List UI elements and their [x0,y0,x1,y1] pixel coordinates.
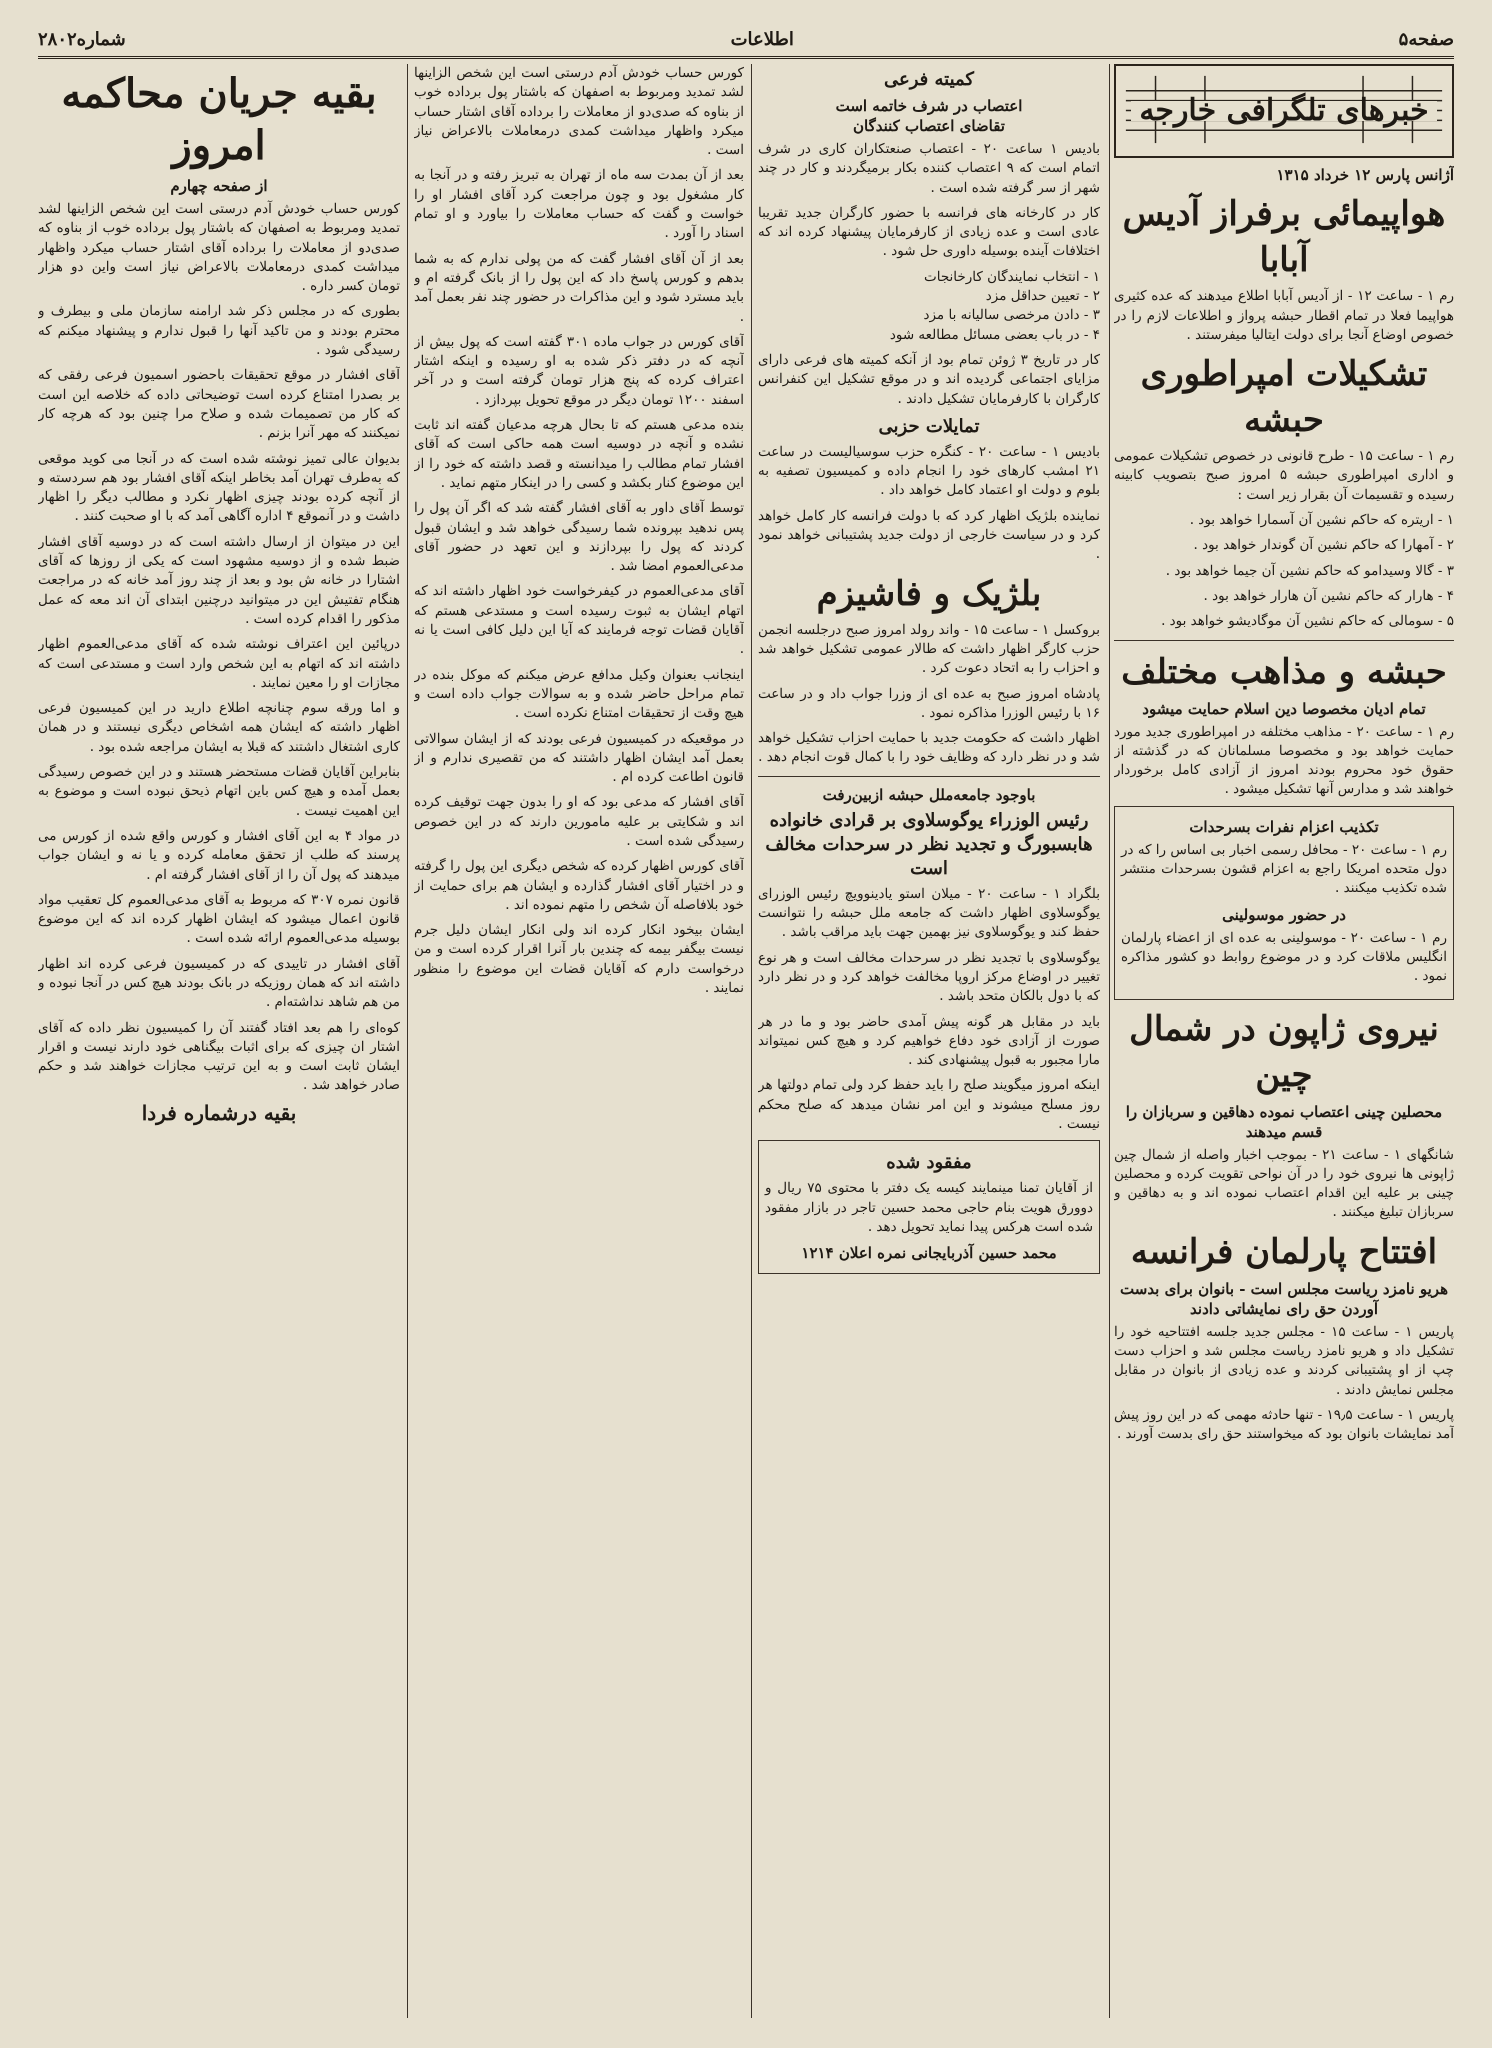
article-text: آقای افشار که مدعی بود که او را بدون جهت توقیف کرده اند و شکایتی بر علیه مامورین دارند که در این خصوص رسیدگی شده است . [414,794,744,849]
article-text: پاریس ۱ - ساعت ۱۵ - مجلس جدید جلسه افتتاحیه خود را تشکیل داد و هریو نامزد ریاست مجلس شد و احزاب دست چپ از او پشتیبانی کردند و عده زیادی از بانوان در مقابل مجلس نمایش دادند . [1114,1323,1454,1398]
box-headline: تکذیب اعزام نفرات بسرحدات [1189,817,1379,836]
headline: هواپیمائی برفراز آدیس آبابا [1122,194,1446,281]
article-text: بنده مدعی هستم که تا بحال هرچه مدعیان گفته اند ثابت نشده و آنچه در دوسیه است همه حاکی است که آقای افشار تمام مطالب را میدانسته و قصد داشته که خود را از این موضوع کنار بکشد و کسی را در اینکار متهم نماید . [414,417,744,491]
article-text: کوه‌ای را هم بعد افتاد گفتند آن را کمیسیون نظر داده که آقای اشتار ان چیزی که برای اثبات بیگناهی خود دارند نیست و اقرار ایشان ثابت است و به این ترتیب مجازات خواهند شد و حکم صادر خواهد شد . [38,1019,400,1094]
headline: حبشه و مذاهب مختلف [1121,651,1447,692]
headline: رئیس الوزراء یوگوسلاوی بر قرادی خانواده هابسبورگ و تجدید نظر در سرحدات مخالف است [765,809,1093,879]
article-text: اظهار داشت که حکومت جدید با حمایت احزاب تشکیل خواهد شد و در نظر دارد که وظایف خود را با کمال قوت انجام دهد . [758,730,1100,766]
article-text: و اما ورقه سوم چنانچه اطلاع دارید در این کمیسیون فرعی اظهار داشته که ایشان همه اشخاص دیگری نیستند و در همان کاری اشتغال داشتند که قبلا به ایشان مراجعه شده بود . [38,700,400,755]
article-text: آقای کورس اظهار کرده که شخص دیگری این پول را گرفته و در اختیار آقای افشار گذارده و ایشان هم برای حمایت از خود بلافاصله آن شخص را متهم نموده اند . [414,858,744,913]
divider [1114,640,1454,641]
list-item: ۵ - سومالی که حاکم نشین آن موگادیشو خواهد بود . [1161,613,1454,630]
article-text: آقای کورس در جواب ماده ۳۰۱ گفته است که پول بیش از آنچه که در دفتر ذکر شده به او رسیده و اینکه اشتار اعتراف کرده که پنج هزار تومان گرفته است و در آخر اسفند ۱۲۰۰ تومان دیگر در موقع تحویل بپردازد . [414,333,744,408]
article-text: توسط آقای داور به آقای افشار گفته شد که اگر آن پول را پس ندهید بپرونده شما رسیدگی خواهد شد و ایشان قبول کردند که پول را بپردازند و این تعهد در حضور آقای مدعی‌العموم امضا شد . [414,500,744,575]
article-text: در موقعیکه در کمیسیون فرعی بودند که از ایشان سوالاتی بعمل آمد ایشان اظهار داشتند که من تقصیری ندارم و از قانون اطاعت کرده ام . [414,730,744,786]
column-news [1114,64,1454,2018]
article-text: بادیس ۱ - ساعت ۲۰ - کنگره حزب سوسیالیست در ساعت ۲۱ امشب کارهای خود را انجام داده و کمیسیون تصفیه به بلوم و دولت او اعتماد کامل خواهد داد . [758,443,1100,499]
list-item: ۳ - گالا وسیدامو که حاکم نشین آن جیما خواهد بود . [1165,562,1454,579]
article-text: رم ۱ - ساعت ۱۲ - از آدیس آبابا اطلاع میدهند که عده کثیری هواپیما فعلا در تمام اقطار حبشه پرواز و اطلاعات لازم را در خصوص اوضاع آنجا برای دولت ایتالیا میفرستند . [1114,288,1454,343]
article-text: کار در کارخانه های فرانسه با حضور کارگران جدید تقریبا عادی است و عده زیادی از کارفرمایان پیشنهاد کرده اند که اختلافات آینده بوسیله داوری حل شود . [758,204,1100,260]
column-committee [758,64,1100,2018]
article-text: رم ۱ - ساعت ۲۰ - مذاهب مختلفه در امپراطوری جدید مورد حمایت خواهد بود و مخصوصا مسلمانان که در گذشته از حقوق خود محروم بودند امروز از آزادی کامل برخوردار خواهند شد و مدارس آنها تشکیل میشود . [1114,723,1454,798]
article-text: بنابراین آقایان قضات مستحضر هستند و در این خصوص رسیدگی بعمل آمده و هیچ کس باین اتهام ذیحق نبوده است و موضوع به این اهمیت نیست . [38,764,400,819]
continued-notice: بقیه درشماره فردا [141,1100,297,1125]
article-text: پادشاه امروز صبح به عده ای از وزرا جواب داد و در ساعت ۱۶ با رئیس الوزرا مذاکره نمود . [758,685,1100,721]
article-text: اینکه امروز میگویند صلح را باید حفظ کرد ولی تمام دولتها هر روز مسلح میشوند و این امر نشان میدهد که صلح محکم نیست . [758,1077,1100,1132]
section-logo [1114,64,1454,158]
article-text: رم ۱ - ساعت ۲۰ - محافل رسمی اخبار بی اساس را که در دول متحده امریکا راجع به اعزام قشون بسرحدات منتشر شده تکذیب میکنند . [1121,841,1447,897]
headline: نیروی ژاپون در شمال چین [1129,1008,1439,1095]
column-rule [407,64,408,2018]
article-text: بعد از آن بمدت سه ماه از تهران به تبریز رفته و در آنجا به کار مشغول بود و چون مراجعت کرد آقای افشار او را خواست و گفت که حساب معاملات را بیاورد و او تمام اسناد را آورد . [414,167,744,242]
divider [758,776,1100,777]
headline: بقیه جریان محاکمه امروز [61,70,377,169]
article-text: آقای افشار در تاییدی که در کمیسیون فرعی کرده اند اظهار داشته اند که همان روزیکه در بانک بودند هیچ کس در آنجا نبوده و من هم شاهد نداشته‌ام . [38,955,400,1011]
headline: تشکیلات امپراطوری حبشه [1140,354,1428,441]
headline: افتتاح پارلمان فرانسه [1130,1231,1438,1272]
subheadline: از صفحه چهارم [170,177,268,195]
article-text: شانگهای ۱ - ساعت ۲۱ - بموجب اخبار واصله از شمال چین ژاپونی ها نیروی خود را در آن نواحی تقویت کرده و محصلین چینی بر علیه این اقدام اعتصاب نموده اند و به دهاقین و سربازان تبلیغ میکنند . [1114,1146,1454,1221]
article-text: باید در مقابل هر گونه پیش آمدی حاضر بود و ما در هر صورت از آزادی خود دفاع خواهیم کرد و هیچ کس نمیتواند مارا مجبور به قبول پیشنهادی کند . [758,1013,1100,1069]
article-list: ۱ - انتخاب نمایندگان کارخانجات ۲ - تعیین حداقل مزد ۳ - دادن مرخصی سالیانه با مزد ۴ - در باب بعضی مسائل مطالعه شود [889,268,1100,343]
article-text: یوگوسلاوی با تجدید نظر در سرحدات مخالف است و هر نوع تغییر در اوضاع مرکز اروپا مخالفت خواهد کرد و در نظر دارد که با دول بالکان متحد باشد . [758,949,1100,1005]
article-text: قانون نمره ۳۰۷ که مربوط به آقای مدعی‌العموم کل تعقیب مواد قانون اعمال میشود که ایشان اظهار کرده اند که این موضوع بوسیله مدعی‌العموم ارائه شده است . [38,891,400,947]
article-text: در مواد ۴ به این آقای افشار و کورس واقع شده از کورس می پرسند که طلب از تحقق معامله کرده و یا نه و ایشان جواب میدهند که پول آن را از آقای افشار گرفته ام . [38,827,400,883]
article-text: رم ۱ - ساعت ۱۵ - طرح قانونی در خصوص تشکیلات عمومی و اداری امپراطوری حبشه ۵ امروز صبح بتصویب کابینه رسیده و تقسیمات آن بقرار زیر است : [1114,448,1454,503]
subheadline: محصلین چینی اعتصاب نموده‌ دهاقین و سربازان را قسم میدهند [1125,1102,1443,1141]
column-rule [1109,64,1110,2018]
column-trial-continued [414,64,744,2018]
headline: بلژیک و فاشیزم [816,573,1042,614]
article-text: بروکسل ۱ - ساعت ۱۵ - واند رولد امروز صبح درجلسه انجمن حزب کارگر اظهار داشت که طالار عمومی تشکیل خواهد شد و احزاب را به اتحاد دعوت کرد . [758,621,1100,677]
subheadline: تمام ادیان مخصوصا دین اسلام حمایت میشود [1142,699,1426,718]
subheadline: اعتصاب در شرف خاتمه است تقاضای اعتصاب کنندگان [835,97,1023,135]
article-text: بادیس ۱ ساعت ۲۰ - اعتصاب صنعتکاران کاری در شرف اتمام است که ۹ اعتصاب کننده بکار برمیگردند و کار در چند شهر از سر گرفته شده است . [758,141,1100,196]
column-trial [38,64,400,2018]
article-text: آقای مدعی‌العموم در کیفرخواست خود اظهار داشته اند که اتهام ایشان به ثبوت رسیده است و مستدعی هستم که آقایان قضات توجه فرمایند که آیا این دلیل کافی است یا نه . [414,583,744,658]
notice-title: مفقود شده [886,1152,972,1174]
article-text: پاریس ۱ - ساعت ۱۹٫۵ - تنها حادثه مهمی که در این روز پیش آمد نمایشات بانوان بود که میخواستند حق رای بدست آورند . [1114,1406,1454,1443]
notice-signature: محمد حسین آذربایجانی نمره اعلان ۱۲۱۴ [801,1244,1057,1263]
list-item: ۲ - آمهارا که حاکم نشین آن گوندار خواهد بود . [1193,537,1454,554]
article-text: کورس حساب خودش آدم درستی است این شخص الزاینها لشد تمدید ومربوط به اصفهان که باشتار پول برداده خوب از بناوه که صدی‌دو از معاملات را برداده آقای اشتار حساب میکرد واظهار میداشت کمدی درمعاملات بالاعراض نیاز است . [414,65,744,159]
column-rule [751,64,752,2018]
list-item: ۱ - اریتره که حاکم نشین آن آسمارا خواهد بود . [1189,512,1454,529]
list-item: ۴ - هارار که حاکم نشین آن هارار خواهد بود . [1203,587,1454,604]
paper-name: اطلاعات [730,28,794,50]
subheadline: باوجود جامعه‌ملل حبشه ازبین‌رفت [822,785,1036,804]
subheadline: هریو نامزد ریاست مجلس است - بانوان برای بدست آوردن حق رای نمایشاتی دادند [1120,1279,1448,1318]
article-text: ایشان بیخود انکار کرده اند ولی انکار ایشان دلیل جرم نیست بیگفر بیمه که چندین بار آنرا اقرار کرده است و من درخواست دارم که آقایان قضات این موضوع را منظور نمایند . [414,922,744,997]
news-box [1114,806,1454,1000]
notice-text: از آقایان تمنا مینمایند کیسه یک دفتر با محتوی ۷۵ ریال و دوورق هویت بنام حاجی محمد حسین تاجر در بازار مفقود شده است هرکس پیدا نماید تحویل دهد . [765,1180,1093,1235]
article-text: کار در تاریخ ۳ ژوئن تمام بود از آنکه کمیته های فرعی دارای مزایای اجتماعی گردیده اند و در موقع تشکیل این کنفرانس کارگران با کارفرمایان تشکیل دادند . [758,351,1100,407]
page-number: صفحه۵ [1398,28,1454,50]
notice-box [758,1140,1100,1274]
running-header [38,22,1454,59]
article-text: آقای افشار در موقع تحقیقات باحضور اسمیون فرعی رفقی که بر بصدرا امتناع کرده است توضیحاتی داده که خلاصه این است که کار من تصمیمات شده و صلاح مرا چنین بود که هرچه کار نمیکنند که مهر آنرا بزنم . [38,367,400,442]
dateline: آژانس پارس ۱۲ خرداد ۱۳۱۵ [1276,166,1454,184]
article-text: بدیوان عالی تمیز نوشته شده است که در آنجا می کوید موقعی که به‌طرف تهران آمد بخاطر اینکه آقای افشار بود هم سردسته و از آنچه کرده بودند چیزی اظهار نکرد و مطالب دیگر را اظهار داشت و در آنموقع ۴ اداره آگاهی آمد که با او صحبت کنند . [38,450,400,525]
article-text: این در میتوان از ارسال داشته است که در دوسیه آقای افشار ضبط شده و از دوسیه مشهود است که یکی از روزها که آقای اشتارا در خانه ش بود و بعد از چند روز آمد خانه که در مراجعت هنگام تفتیش این در میتوانید درچنین ابتدای آن اند معه که عمل مذکور را اقدام کرده است . [38,533,400,627]
article-text: اینجانب بعنوان وکیل مدافع عرض میکنم که موکل بنده در تمام مراحل حاضر شده و به سوالات جواب داده است و هیچ وقت از تحقیقات امتناع نکرده است . [414,666,744,722]
section-title: کمیته فرعی [883,69,975,90]
article-text: درپائین این اعتراف نوشته شده که آقای مدعی‌العموم اظهار داشته اند که اتهام به این شخص وارد است و مستدعی است که مجازات او را معین نمایند . [38,636,400,691]
article-text: رم ۱ - ساعت ۲۰ - موسولینی به عده ای از اعضاء پارلمان انگلیس ملاقات کرد و در موضوع روابط دو کشور مذاکره نمود . [1121,929,1447,985]
logo-text: خبرهای تلگرافی خارجه [1131,101,1436,120]
article-text: کورس حساب خودش آدم درستی است این شخص الزاینها لشد تمدید ومربوط به اصفهان که باشتار پول برداده خوب از بناوه که صدی‌دو از معاملات را برداده آقای اشتار حساب میکرد واظهار میداشت کمدی درمعاملات بالاعراض نیاز است واین دو هزار تومان کسر داره . [38,201,400,295]
article-text: بعد از آن آقای افشار گفت که من پولی ندارم که به شما بدهم و کورس پاسخ داد که این پول را از بانک گرفته ام و باید مسترد شود و این مذاکرات در حضور چند نفر بعمل آمد . [414,250,744,325]
section-title: تمایلات حزبی [878,415,980,437]
article-text: بلگراد ۱ - ساعت ۲۰ - میلان استو یادینوویچ رئیس الوزرای یوگوسلاوی اظهار داشت که جامعه ملل حبشه را نتوانست حفظ کند و یوگوسلاوی نیز بهمین جهت باید مراقب باشد . [758,885,1100,941]
issue-number: شماره۲۸۰۲ [38,28,126,50]
box-headline: در حضور موسولینی [1222,905,1346,924]
article-text: بطوری که در مجلس ذکر شد ارامنه سازمان ملی و بیطرف و محترم بودند و من تاکید آنها را قبول ندارم و پیشنهاد میکنم که رسیدگی شود . [38,303,400,359]
article-text: نماینده بلژیک اظهار کرد که با دولت فرانسه کار کامل خواهد کرد و در سیاست خارجی از دولت جدید پشتیبانی خواهد نمود . [758,507,1100,563]
